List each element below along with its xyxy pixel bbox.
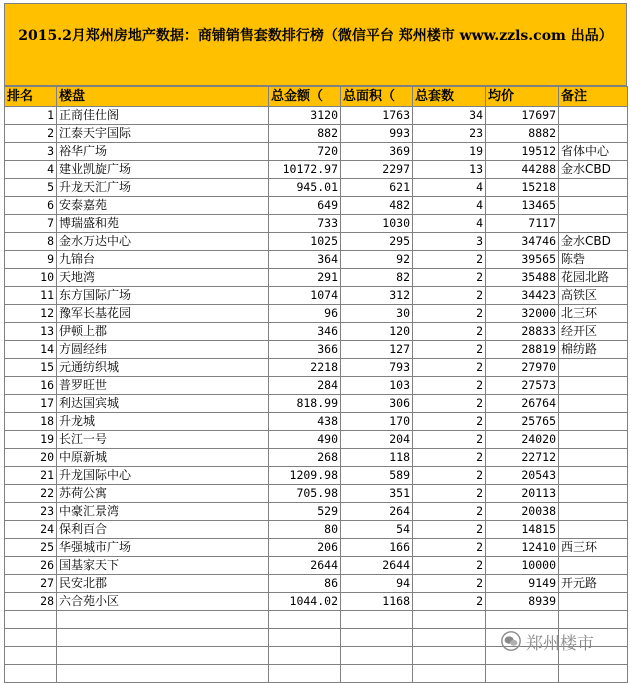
price-cell: 34423 (486, 287, 559, 305)
rank-cell: 5 (5, 179, 57, 197)
project-cell: 豫军长基花园 (57, 305, 269, 323)
note-cell: 西三环 (559, 539, 628, 557)
amount-cell: 882 (269, 125, 341, 143)
price-cell: 8939 (486, 593, 559, 611)
project-cell: 裕华广场 (57, 143, 269, 161)
units-cell: 4 (413, 197, 486, 215)
table-row (5, 197, 628, 215)
price-cell: 32000 (486, 305, 559, 323)
project-cell: 江泰天宇国际 (57, 125, 269, 143)
note-cell: 陈砦 (559, 251, 628, 269)
watermark (500, 628, 620, 654)
note-cell (559, 557, 628, 575)
amount-cell: 720 (269, 143, 341, 161)
rank-cell: 3 (5, 143, 57, 161)
rank-cell: 28 (5, 593, 57, 611)
header-cell-rank: 排名 (5, 87, 57, 107)
price-cell: 28819 (486, 341, 559, 359)
project-cell: 保利百合 (57, 521, 269, 539)
project-cell: 正商佳仕阁 (57, 107, 269, 125)
project-cell: 建业凯旋广场 (57, 161, 269, 179)
rank-cell: 19 (5, 431, 57, 449)
units-cell: 34 (413, 107, 486, 125)
amount-cell: 1074 (269, 287, 341, 305)
units-cell: 2 (413, 485, 486, 503)
price-cell: 44288 (486, 161, 559, 179)
note-cell (559, 359, 628, 377)
area-cell: 118 (341, 449, 413, 467)
header-cell-avg-price: 均价 (486, 87, 559, 107)
wechat-icon (500, 630, 522, 652)
empty-cell (5, 611, 57, 629)
rank-cell: 22 (5, 485, 57, 503)
empty-cell (559, 611, 628, 629)
project-cell: 天地湾 (57, 269, 269, 287)
amount-cell: 80 (269, 521, 341, 539)
amount-cell: 1209.98 (269, 467, 341, 485)
project-cell: 方圆经纬 (57, 341, 269, 359)
amount-cell: 705.98 (269, 485, 341, 503)
table-row (5, 161, 628, 179)
empty-cell (413, 629, 486, 647)
units-cell: 2 (413, 557, 486, 575)
amount-cell: 1025 (269, 233, 341, 251)
note-cell (559, 197, 628, 215)
price-cell: 20543 (486, 467, 559, 485)
empty-cell (5, 665, 57, 683)
price-cell: 13465 (486, 197, 559, 215)
amount-cell: 438 (269, 413, 341, 431)
note-cell (559, 179, 628, 197)
table-row (5, 557, 628, 575)
area-cell: 589 (341, 467, 413, 485)
units-cell: 2 (413, 539, 486, 557)
price-cell: 25765 (486, 413, 559, 431)
empty-cell (5, 629, 57, 647)
project-cell: 利达国宾城 (57, 395, 269, 413)
area-cell: 2644 (341, 557, 413, 575)
empty-cell (269, 629, 341, 647)
project-cell: 东方国际广场 (57, 287, 269, 305)
amount-cell: 86 (269, 575, 341, 593)
project-cell: 长江一号 (57, 431, 269, 449)
note-cell (559, 215, 628, 233)
note-cell: 北三环 (559, 305, 628, 323)
area-cell: 30 (341, 305, 413, 323)
units-cell: 23 (413, 125, 486, 143)
rank-cell: 17 (5, 395, 57, 413)
area-cell: 621 (341, 179, 413, 197)
area-cell: 312 (341, 287, 413, 305)
table-row (5, 359, 628, 377)
empty-cell (486, 665, 559, 683)
units-cell: 2 (413, 413, 486, 431)
price-cell: 39565 (486, 251, 559, 269)
empty-cell (341, 629, 413, 647)
units-cell: 19 (413, 143, 486, 161)
units-cell: 2 (413, 359, 486, 377)
rank-cell: 9 (5, 251, 57, 269)
header-cell-project: 楼盘 (57, 87, 269, 107)
amount-cell: 649 (269, 197, 341, 215)
note-cell: 省体中心 (559, 143, 628, 161)
header-cell-total-amount: 总金额（ (269, 87, 341, 107)
area-cell: 1763 (341, 107, 413, 125)
area-cell: 166 (341, 539, 413, 557)
area-cell: 793 (341, 359, 413, 377)
price-cell: 20038 (486, 503, 559, 521)
rank-cell: 26 (5, 557, 57, 575)
area-cell: 993 (341, 125, 413, 143)
units-cell: 2 (413, 449, 486, 467)
note-cell: 金水CBD (559, 161, 628, 179)
amount-cell: 2218 (269, 359, 341, 377)
price-cell: 8882 (486, 125, 559, 143)
units-cell: 2 (413, 395, 486, 413)
table-row (5, 287, 628, 305)
area-cell: 369 (341, 143, 413, 161)
empty-cell (341, 611, 413, 629)
table-row (5, 341, 628, 359)
project-cell: 民安北郡 (57, 575, 269, 593)
area-cell: 1168 (341, 593, 413, 611)
table-row (5, 485, 628, 503)
note-cell (559, 521, 628, 539)
empty-cell (57, 665, 269, 683)
rank-cell: 13 (5, 323, 57, 341)
units-cell: 2 (413, 503, 486, 521)
area-cell: 204 (341, 431, 413, 449)
area-cell: 54 (341, 521, 413, 539)
price-cell: 15218 (486, 179, 559, 197)
units-cell: 4 (413, 215, 486, 233)
area-cell: 351 (341, 485, 413, 503)
ranking-table (4, 86, 628, 683)
rank-cell: 11 (5, 287, 57, 305)
note-cell: 金水CBD (559, 233, 628, 251)
price-cell: 12410 (486, 539, 559, 557)
amount-cell: 818.99 (269, 395, 341, 413)
units-cell: 2 (413, 251, 486, 269)
amount-cell: 366 (269, 341, 341, 359)
table-row (5, 269, 628, 287)
amount-cell: 2644 (269, 557, 341, 575)
units-cell: 2 (413, 305, 486, 323)
table-row (5, 395, 628, 413)
area-cell: 82 (341, 269, 413, 287)
table-row (5, 215, 628, 233)
table-row (5, 449, 628, 467)
units-cell: 2 (413, 287, 486, 305)
empty-cell (269, 611, 341, 629)
area-cell: 92 (341, 251, 413, 269)
area-cell: 103 (341, 377, 413, 395)
header-cell-note: 备注 (559, 87, 628, 107)
rank-cell: 24 (5, 521, 57, 539)
empty-cell (57, 611, 269, 629)
note-cell: 高铁区 (559, 287, 628, 305)
project-cell: 普罗旺世 (57, 377, 269, 395)
project-cell: 升龙国际中心 (57, 467, 269, 485)
project-cell: 六合苑小区 (57, 593, 269, 611)
empty-cell (341, 665, 413, 683)
rank-cell: 14 (5, 341, 57, 359)
rank-cell: 23 (5, 503, 57, 521)
empty-cell (341, 647, 413, 665)
price-cell: 34746 (486, 233, 559, 251)
note-cell: 棉纺路 (559, 341, 628, 359)
rank-cell: 20 (5, 449, 57, 467)
table-row (5, 107, 628, 125)
amount-cell: 284 (269, 377, 341, 395)
project-cell: 伊顿上郡 (57, 323, 269, 341)
project-cell: 苏荷公寓 (57, 485, 269, 503)
table-row (5, 593, 628, 611)
units-cell: 2 (413, 269, 486, 287)
note-cell (559, 377, 628, 395)
project-cell: 华强城市广场 (57, 539, 269, 557)
amount-cell: 945.01 (269, 179, 341, 197)
rank-cell: 10 (5, 269, 57, 287)
empty-cell (486, 611, 559, 629)
project-cell: 国基家天下 (57, 557, 269, 575)
price-cell: 20113 (486, 485, 559, 503)
price-cell: 27970 (486, 359, 559, 377)
amount-cell: 291 (269, 269, 341, 287)
watermark-text: 郑州楼市 (526, 633, 594, 654)
price-cell: 19512 (486, 143, 559, 161)
project-cell: 升龙天汇广场 (57, 179, 269, 197)
area-cell: 2297 (341, 161, 413, 179)
price-cell: 17697 (486, 107, 559, 125)
note-cell: 花园北路 (559, 269, 628, 287)
empty-cell (57, 629, 269, 647)
area-cell: 264 (341, 503, 413, 521)
units-cell: 2 (413, 467, 486, 485)
rank-cell: 25 (5, 539, 57, 557)
note-cell (559, 467, 628, 485)
units-cell: 2 (413, 593, 486, 611)
project-cell: 升龙城 (57, 413, 269, 431)
units-cell: 2 (413, 341, 486, 359)
note-cell (559, 125, 628, 143)
empty-cell (413, 647, 486, 665)
project-cell: 中原新城 (57, 449, 269, 467)
rank-cell: 4 (5, 161, 57, 179)
table-row (5, 305, 628, 323)
area-cell: 127 (341, 341, 413, 359)
project-cell: 九锦台 (57, 251, 269, 269)
area-cell: 295 (341, 233, 413, 251)
rank-cell: 16 (5, 377, 57, 395)
project-cell: 元通纺织城 (57, 359, 269, 377)
project-cell: 博瑞盛和苑 (57, 215, 269, 233)
table-row (5, 467, 628, 485)
table-row (5, 413, 628, 431)
note-cell (559, 413, 628, 431)
project-cell: 中豪汇景湾 (57, 503, 269, 521)
project-cell: 安泰嘉苑 (57, 197, 269, 215)
price-cell: 9149 (486, 575, 559, 593)
area-cell: 170 (341, 413, 413, 431)
table-row (5, 323, 628, 341)
empty-cell (413, 611, 486, 629)
price-cell: 10000 (486, 557, 559, 575)
table-row (5, 143, 628, 161)
amount-cell: 733 (269, 215, 341, 233)
header-cell-total-units: 总套数 (413, 87, 486, 107)
table-row (5, 377, 628, 395)
table-row (5, 179, 628, 197)
note-cell (559, 449, 628, 467)
area-cell: 94 (341, 575, 413, 593)
empty-cell (57, 647, 269, 665)
empty-cell (559, 665, 628, 683)
amount-cell: 206 (269, 539, 341, 557)
empty-cell (5, 647, 57, 665)
table-row (5, 125, 628, 143)
amount-cell: 490 (269, 431, 341, 449)
area-cell: 482 (341, 197, 413, 215)
units-cell: 2 (413, 575, 486, 593)
table-row (5, 503, 628, 521)
note-cell: 经开区 (559, 323, 628, 341)
note-cell: 开元路 (559, 575, 628, 593)
rank-cell: 18 (5, 413, 57, 431)
rank-cell: 27 (5, 575, 57, 593)
price-cell: 24020 (486, 431, 559, 449)
price-cell: 14815 (486, 521, 559, 539)
rank-cell: 2 (5, 125, 57, 143)
area-cell: 1030 (341, 215, 413, 233)
rank-cell: 21 (5, 467, 57, 485)
amount-cell: 10172.97 (269, 161, 341, 179)
area-cell: 120 (341, 323, 413, 341)
price-cell: 35488 (486, 269, 559, 287)
amount-cell: 96 (269, 305, 341, 323)
empty-cell (269, 647, 341, 665)
amount-cell: 1044.02 (269, 593, 341, 611)
note-cell (559, 593, 628, 611)
rank-cell: 6 (5, 197, 57, 215)
note-cell (559, 503, 628, 521)
rank-cell: 7 (5, 215, 57, 233)
price-cell: 27573 (486, 377, 559, 395)
units-cell: 2 (413, 323, 486, 341)
units-cell: 2 (413, 377, 486, 395)
units-cell: 2 (413, 521, 486, 539)
area-cell: 306 (341, 395, 413, 413)
amount-cell: 268 (269, 449, 341, 467)
project-cell: 金水万达中心 (57, 233, 269, 251)
table-row (5, 431, 628, 449)
header-row (5, 87, 628, 107)
rank-cell: 15 (5, 359, 57, 377)
table-row (5, 539, 628, 557)
empty-cell (413, 665, 486, 683)
price-cell: 7117 (486, 215, 559, 233)
price-cell: 26764 (486, 395, 559, 413)
sheet-title: 2015.2月郑州房地产数据：商铺销售套数排行榜（微信平台 郑州楼市 www.zzls.com 出品） (4, 3, 627, 86)
spreadsheet (4, 3, 627, 683)
note-cell (559, 431, 628, 449)
units-cell: 2 (413, 431, 486, 449)
empty-row (5, 665, 628, 683)
amount-cell: 364 (269, 251, 341, 269)
note-cell (559, 485, 628, 503)
header-cell-total-area: 总面积（ (341, 87, 413, 107)
price-cell: 28833 (486, 323, 559, 341)
empty-cell (269, 665, 341, 683)
table-row (5, 521, 628, 539)
price-cell: 22712 (486, 449, 559, 467)
table-row (5, 251, 628, 269)
units-cell: 4 (413, 179, 486, 197)
units-cell: 3 (413, 233, 486, 251)
amount-cell: 529 (269, 503, 341, 521)
table-row (5, 575, 628, 593)
amount-cell: 346 (269, 323, 341, 341)
units-cell: 13 (413, 161, 486, 179)
empty-row (5, 611, 628, 629)
note-cell (559, 395, 628, 413)
table-row (5, 233, 628, 251)
note-cell (559, 107, 628, 125)
rank-cell: 8 (5, 233, 57, 251)
rank-cell: 1 (5, 107, 57, 125)
rank-cell: 12 (5, 305, 57, 323)
amount-cell: 3120 (269, 107, 341, 125)
